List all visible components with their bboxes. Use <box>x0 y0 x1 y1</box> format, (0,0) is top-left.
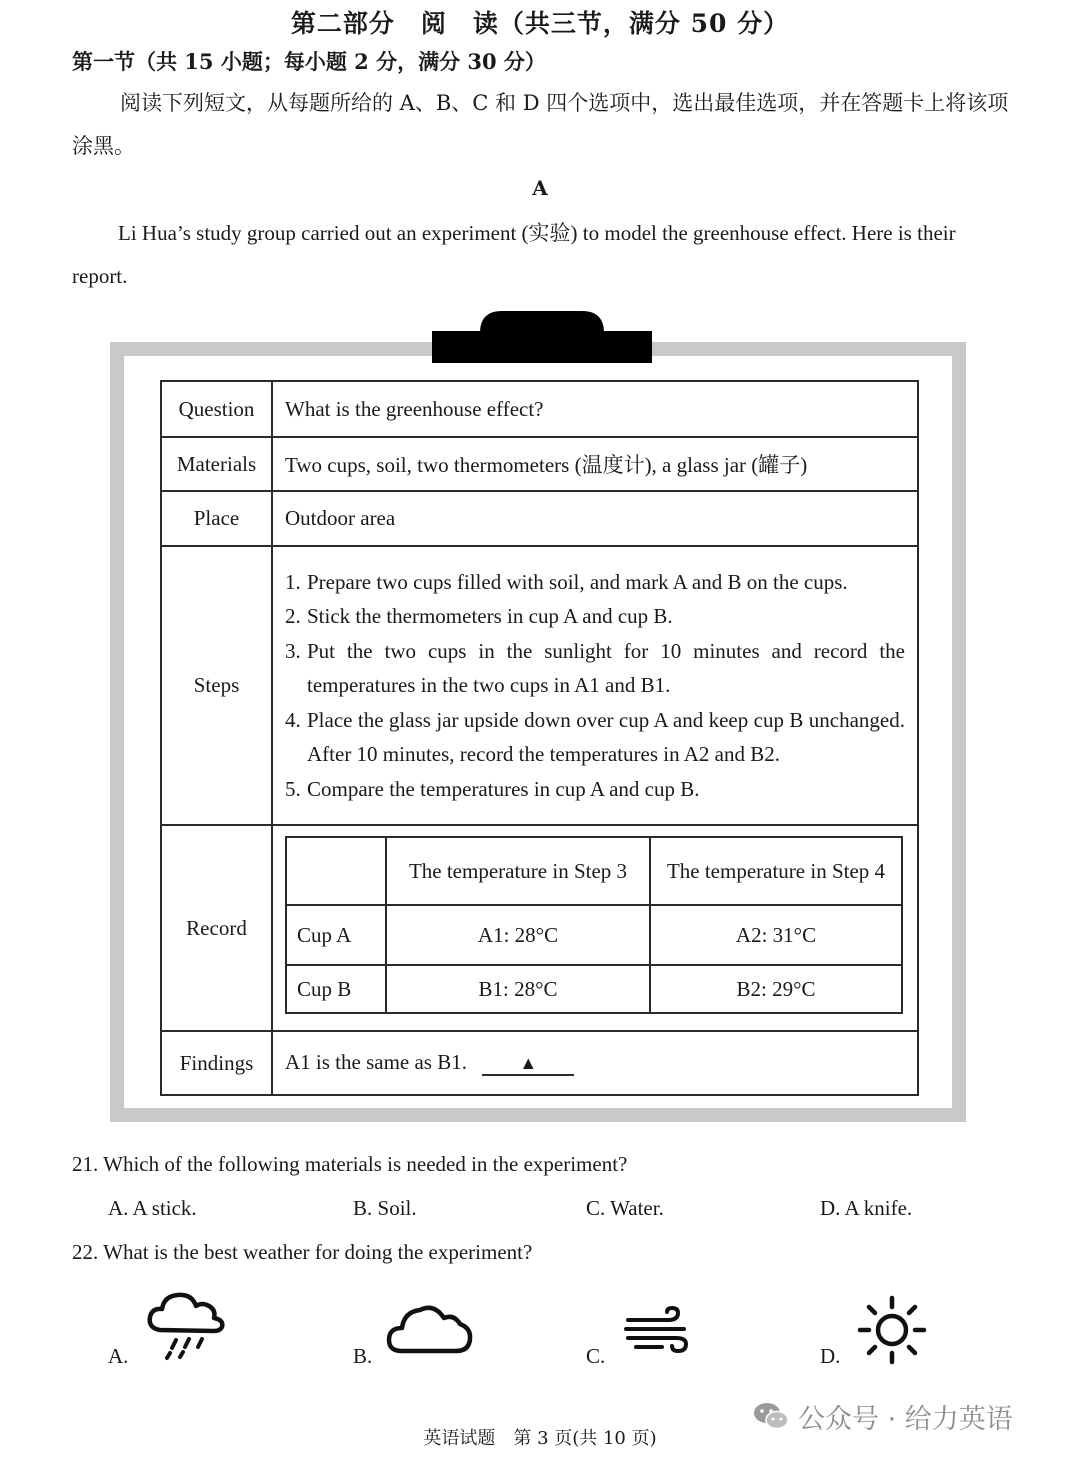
report-row-findings <box>161 1031 918 1095</box>
record-row-cup-b <box>286 965 902 1013</box>
q22-option-b-letter[interactable]: B. <box>353 1344 373 1368</box>
experiment-report-table <box>160 380 919 1096</box>
row-label-materials: Materials <box>161 437 272 491</box>
record-cell-temp: B1: 28°C <box>386 965 650 1013</box>
q22-option-a-letter[interactable]: A. <box>108 1344 129 1368</box>
record-cell-cup: Cup B <box>286 965 386 1013</box>
findings-cell <box>272 1031 918 1095</box>
place-value: Outdoor area <box>272 491 918 546</box>
step-item: 5. Compare the temperatures in cup A and cup B. <box>285 776 700 801</box>
step-item: 4. Place the glass jar upside down over cup A and keep cup B unchanged. After 10 minutes, record the temperatures in A2 and B2. <box>285 707 905 767</box>
row-label-question: Question <box>161 381 272 437</box>
materials-value: Two cups, soil, two thermometers (温度计), a glass jar (罐子) <box>272 437 918 491</box>
part-title: 第二部分 阅 读（共三节，满分 50 分） <box>290 9 790 38</box>
row-label-findings: Findings <box>161 1031 272 1095</box>
step-item: 2. Stick the thermometers in cup A and cup B. <box>285 604 673 629</box>
clipboard-clip-icon <box>432 307 652 363</box>
row-label-steps: Steps <box>161 546 272 825</box>
record-header-cell: The temperature in Step 3 <box>386 837 650 905</box>
step-item: 3. Put the two cups in the sunlight for 10 minutes and record the temperatures in the two cups in A1 and B1. <box>285 638 905 698</box>
record-cell-temp: A1: 28°C <box>386 905 650 965</box>
record-cell-cup: Cup A <box>286 905 386 965</box>
record-header-cell: The temperature in Step 4 <box>650 837 902 905</box>
instruction-text: 阅读下列短文，从每题所给的 A、B、C 和 D 四个选项中，选出最佳选项，并在答题卡上将该项涂黑。 <box>72 91 1009 158</box>
record-cell-temp: B2: 29°C <box>650 965 902 1013</box>
question-value: What is the greenhouse effect? <box>272 381 918 437</box>
q21-option-b[interactable]: B. Soil. <box>353 1196 417 1220</box>
rain-cloud-icon[interactable] <box>146 1290 226 1362</box>
row-label-place: Place <box>161 491 272 546</box>
question-22-stem: 22. What is the best weather for doing the experiment? <box>72 1240 533 1264</box>
steps-cell <box>272 546 918 825</box>
q22-option-c-letter[interactable]: C. <box>586 1344 606 1368</box>
temperature-record-table <box>285 836 903 1014</box>
findings-value: A1 is the same as B1. <box>285 1050 467 1074</box>
record-header-cell <box>286 837 386 905</box>
section-title: 第一节（共 15 小题；每小题 2 分，满分 30 分） <box>72 49 546 74</box>
report-row-record <box>161 825 918 1031</box>
q21-option-c[interactable]: C. Water. <box>586 1196 664 1220</box>
report-row-materials <box>161 437 918 491</box>
wind-icon[interactable] <box>622 1306 692 1354</box>
report-row-steps <box>161 546 918 825</box>
q21-option-d[interactable]: D. A knife. <box>820 1196 913 1220</box>
report-row-question <box>161 381 918 437</box>
record-cell-temp: A2: 31°C <box>650 905 902 965</box>
passage-label: A <box>532 176 548 200</box>
passage-intro: Li Hua’s study group carried out an experiment (实验) to model the greenhouse effect. Here is their report. <box>72 221 956 288</box>
record-cell <box>272 825 918 1031</box>
record-row-cup-a <box>286 905 902 965</box>
cloud-icon[interactable] <box>386 1300 474 1356</box>
page-footer: 英语试题 第 3 页(共 10 页) <box>423 1428 657 1449</box>
q22-option-d-letter[interactable]: D. <box>820 1344 841 1368</box>
report-row-place <box>161 491 918 546</box>
findings-blank: ▲ <box>482 1052 574 1076</box>
step-item: 1. Prepare two cups filled with soil, and mark A and B on the cups. <box>285 569 848 594</box>
question-21-stem: 21. Which of the following materials is needed in the experiment? <box>72 1152 628 1176</box>
record-header-row <box>286 837 902 905</box>
sun-icon[interactable] <box>856 1294 928 1366</box>
q21-option-a[interactable]: A. A stick. <box>108 1196 197 1220</box>
row-label-record: Record <box>161 825 272 1031</box>
watermark-text: 公众号 · 给力英语 <box>798 1403 1013 1435</box>
